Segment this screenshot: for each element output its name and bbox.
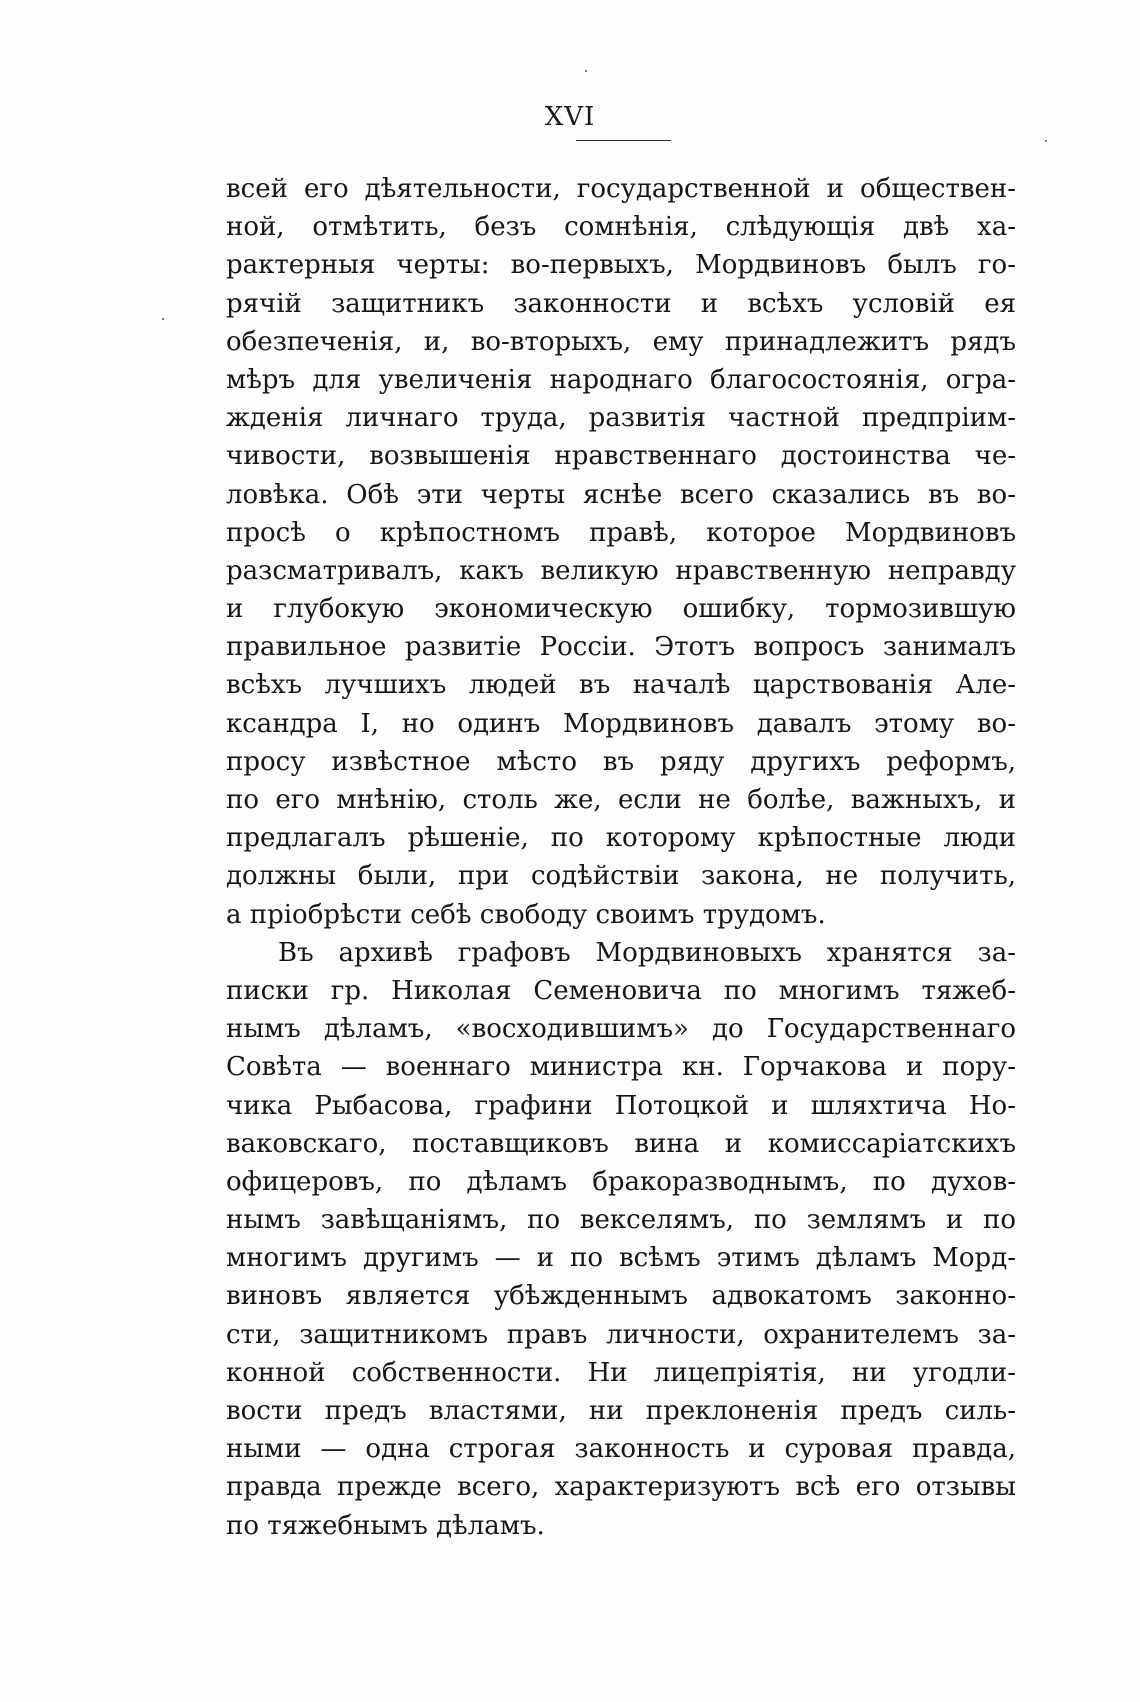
- text-line: ксандра I, но одинъ Мордвиновъ давалъ этому во-: [226, 708, 1016, 739]
- paragraph-2: [226, 934, 1016, 1545]
- text-line: правда прежде всего, характеризуютъ всѣ его отзывы: [226, 1472, 1016, 1503]
- text-line: нымъ завѣщаніямъ, по векселямъ, по землямъ и по: [226, 1205, 1016, 1236]
- text-line: и глубокую экономическую ошибку, тормозившую: [226, 594, 1016, 625]
- text-line: всей его дѣятельности, государственной и обществен-: [226, 174, 1016, 204]
- text-line: офицеровъ, по дѣламъ бракоразводнымъ, по духов-: [226, 1166, 1016, 1197]
- text-line: обезпеченія, и, во-вторыхъ, ему принадлежитъ рядъ: [226, 326, 1016, 357]
- text-line: рячій защитникъ законности и всѣхъ условій ея: [226, 288, 1016, 319]
- ink-speck: [162, 318, 164, 320]
- ink-speck: [585, 70, 587, 72]
- text-line: мѣръ для увеличенія народнаго благосостоянія, огра-: [226, 364, 1016, 395]
- text-line: вости предъ властями, ни преклоненія предъ силь-: [226, 1396, 1016, 1426]
- text-line: Совѣта — военнаго министра кн. Горчакова и пору-: [226, 1052, 1016, 1083]
- text-line: просу извѣстное мѣсто въ ряду другихъ реформъ,: [226, 746, 1016, 777]
- text-line: ными — одна строгая законность и суровая правда,: [226, 1434, 1016, 1465]
- text-line: сти, защитникомъ правъ личности, охранителемъ за-: [226, 1319, 1016, 1350]
- text-line: ваковскаго, поставщиковъ вина и комиссаріатскихъ: [226, 1128, 1016, 1159]
- page-number: XVI: [544, 102, 596, 132]
- text-line: многимъ другимъ — и по всѣмъ этимъ дѣламъ Морд-: [226, 1243, 1016, 1274]
- text-line: по его мнѣнію, столь же, если не болѣе, важныхъ, и: [226, 785, 1016, 815]
- text-line: конной собственности. Ни лицепріятія, ни угодли-: [226, 1357, 1016, 1388]
- text-line: предлагалъ рѣшеніе, по которому крѣпостные люди: [226, 823, 1016, 854]
- text-line: рактерныя черты: во-первыхъ, Мордвиновъ былъ го-: [226, 250, 1016, 281]
- text-line: по тяжебнымъ дѣламъ.: [226, 1510, 545, 1541]
- text-line: ной, отмѣтить, безъ сомнѣнія, слѣдующія двѣ ха-: [226, 212, 1016, 243]
- text-line: должны были, при содѣйствіи закона, не получить,: [226, 861, 1016, 892]
- ink-speck: [1045, 140, 1047, 142]
- text-line: чика Рыбасова, графини Потоцкой и шляхтича Но-: [226, 1090, 1016, 1121]
- text-line: Въ архивѣ графовъ Мордвиновыхъ хранятся за-: [278, 937, 1016, 968]
- text-line: ловѣка. Обѣ эти черты яснѣе всего сказались въ во-: [226, 479, 1016, 510]
- text-line: чивости, возвышенія нравственнаго достоинства че-: [226, 441, 1016, 472]
- text-line: жденія личнаго труда, развитія частной предпріим-: [226, 403, 1016, 434]
- text-line: нымъ дѣламъ, «восходившимъ» до Государственнаго: [226, 1014, 1016, 1045]
- text-line: виновъ является убѣжденнымъ адвокатомъ законно-: [226, 1281, 1016, 1312]
- body-text: [226, 170, 1016, 1545]
- text-line: писки гр. Николая Семеновича по многимъ тяжеб-: [226, 975, 1016, 1006]
- text-line: а пріобрѣсти себѣ свободу своимъ трудомъ.: [226, 899, 826, 930]
- text-line: всѣхъ лучшихъ людей въ началѣ царствованія Але-: [226, 670, 1016, 701]
- text-line: правильное развитіе Россіи. Этотъ вопросъ занималъ: [226, 632, 1016, 663]
- header-rule: [576, 140, 671, 141]
- text-line: разсматривалъ, какъ великую нравственную неправду: [226, 555, 1016, 586]
- paragraph-1: [226, 170, 1016, 934]
- text-line: просѣ о крѣпостномъ правѣ, которое Мордвиновъ: [226, 517, 1016, 548]
